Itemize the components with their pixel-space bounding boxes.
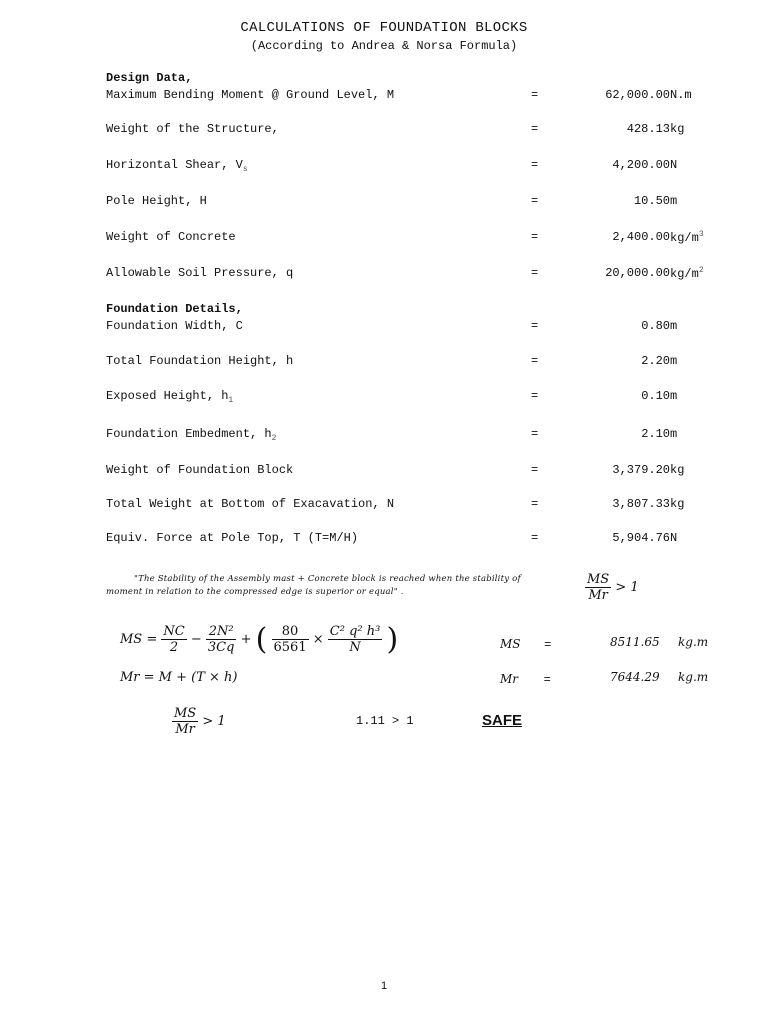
- row-unit: m: [670, 194, 678, 208]
- row-equals: =: [531, 319, 539, 333]
- row-value: 3,379.20: [612, 463, 670, 477]
- design-row: [106, 194, 706, 212]
- mr-unit: kg.m: [678, 670, 709, 684]
- row-label: Total Foundation Height, h: [106, 354, 294, 368]
- row-unit: kg: [670, 463, 685, 477]
- row-label: Allowable Soil Pressure, q: [106, 266, 294, 280]
- row-value: 5,904.76: [612, 531, 670, 545]
- row-equals: =: [531, 389, 539, 403]
- check-value: 1.11 > 1: [356, 714, 414, 728]
- row-equals: =: [531, 463, 539, 477]
- row-equals: =: [531, 354, 539, 368]
- stability-criterion: $\frac{MS}{Mr}$ > 1: [587, 572, 639, 603]
- row-label: Weight of Concrete: [106, 230, 236, 244]
- row-value: 0.80: [641, 319, 670, 333]
- row-equals: =: [531, 158, 539, 172]
- row-label: Foundation Embedment, $h_2$: [106, 427, 277, 443]
- row-value: 0.10: [641, 389, 670, 403]
- row-label: Weight of Foundation Block: [106, 463, 294, 477]
- foundation-row: [106, 319, 706, 337]
- row-value: 10.50: [633, 194, 670, 208]
- design-row: [106, 122, 706, 140]
- row-unit: N: [670, 158, 678, 172]
- row-label: Horizontal Shear, $V_s$: [106, 158, 248, 174]
- row-unit: N: [670, 531, 678, 545]
- design-row: [106, 88, 706, 106]
- mr-formula: Mr = M + (T × h): [120, 670, 238, 685]
- row-unit: N.m: [670, 88, 692, 102]
- check-criterion: $\frac{MS}{Mr}$ > 1: [174, 706, 226, 737]
- row-unit: $kg/m^2$: [670, 266, 704, 281]
- foundation-row: [106, 389, 706, 407]
- foundation-details-heading: Foundation Details,: [106, 302, 243, 316]
- row-value: 20,000.00: [605, 266, 670, 280]
- safe-verdict: SAFE: [482, 712, 523, 729]
- row-label: Maximum Bending Moment @ Ground Level, M: [106, 88, 395, 102]
- row-label: Weight of the Structure,: [106, 122, 279, 136]
- ms-formula: MS = $\frac{NC}{2}$ − $\frac{\text{2N²}}{3Cq}$ + ( $\frac{80}{6561}$ × $\frac{\text{C² q² h³}}{N}$ ): [120, 622, 399, 657]
- row-value: 2,400.00: [612, 230, 670, 244]
- page-title: CALCULATIONS OF FOUNDATION BLOCKS: [240, 20, 528, 36]
- row-unit: m: [670, 389, 678, 403]
- row-value: 428.13: [626, 122, 670, 136]
- row-value: 3,807.33: [612, 497, 670, 511]
- design-row: [106, 266, 706, 284]
- ms-unit: kg.m: [678, 635, 709, 649]
- row-equals: =: [531, 497, 539, 511]
- mr-value: 7644.29: [610, 670, 660, 684]
- row-unit: kg: [670, 497, 685, 511]
- row-equals: =: [531, 427, 539, 441]
- row-value: 62,000.00: [605, 88, 670, 102]
- row-unit: m: [670, 319, 678, 333]
- row-label: Equiv. Force at Pole Top, T (T=M/H): [106, 531, 359, 545]
- foundation-row: [106, 463, 706, 481]
- design-row: [106, 230, 706, 248]
- row-equals: =: [531, 266, 539, 280]
- mr-result: Mr =: [500, 672, 551, 687]
- row-equals: =: [531, 531, 539, 545]
- row-label: Foundation Width, C: [106, 319, 243, 333]
- row-equals: =: [531, 194, 539, 208]
- row-equals: =: [531, 88, 539, 102]
- stability-quote: "The Stability of the Assembly mast + Concrete block is reached when the stability of moment in relation to the compressed edge is superior or equal" .: [106, 574, 521, 597]
- row-unit: m: [670, 427, 678, 441]
- row-value: 2.20: [641, 354, 670, 368]
- row-unit: m: [670, 354, 678, 368]
- foundation-row: [106, 531, 706, 549]
- row-label: Pole Height, H: [106, 194, 207, 208]
- row-value: 2.10: [641, 427, 670, 441]
- page-number: 1: [380, 980, 388, 992]
- design-row: [106, 158, 706, 176]
- foundation-row: [106, 497, 706, 515]
- foundation-row: [106, 354, 706, 372]
- ms-result: MS =: [500, 637, 552, 652]
- page-subtitle: (According to Andrea & Norsa Formula): [250, 39, 518, 53]
- row-equals: =: [531, 230, 539, 244]
- row-label: Exposed Height, $h_1$: [106, 389, 234, 405]
- design-data-heading: Design Data,: [106, 71, 193, 85]
- row-label: Total Weight at Bottom of Exacavation, N: [106, 497, 395, 511]
- row-equals: =: [531, 122, 539, 136]
- foundation-row: [106, 427, 706, 445]
- row-unit: kg: [670, 122, 685, 136]
- ms-value: 8511.65: [610, 635, 660, 649]
- row-value: 4,200.00: [612, 158, 670, 172]
- row-unit: $kg/m^3$: [670, 230, 704, 245]
